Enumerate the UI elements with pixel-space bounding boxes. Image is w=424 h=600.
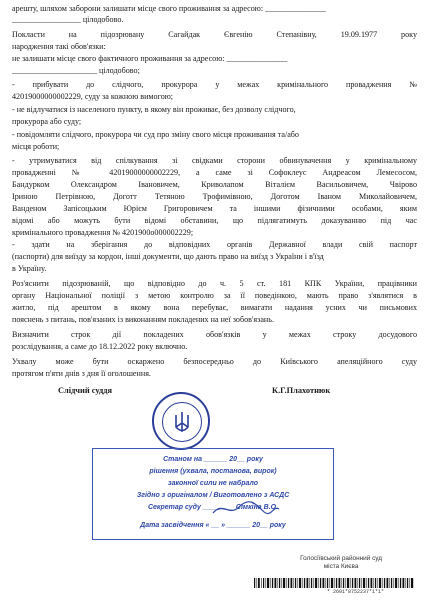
text-line: не залишати місце свого фактичного проживання за адресою: _______________ <box>12 54 288 63</box>
text-line: відомі або можуть бути відомі обставини, що підлягатимуть доказуванню під час <box>12 216 417 225</box>
court-city: міста Києва <box>323 563 359 570</box>
text-line: кримінального провадження № 4201900о000002229; <box>12 228 194 237</box>
text-line: провадженні № 42019000000002229, а саме зі Софоклеус Андреасом Лемесосом, <box>12 168 417 177</box>
text-line: прокурора або суду; <box>12 117 82 126</box>
text-line: 42019000000002229, суду за кожною вимогою; <box>12 92 174 101</box>
signature-role: Слідчий суддя <box>58 386 113 395</box>
seal-line-force: законної сили не набрало <box>168 480 258 487</box>
handwritten-signature <box>211 499 281 519</box>
court-stamp <box>152 392 210 450</box>
text-line: Ванденом Запісоцьким Юрієм Григоровичем та іншими фізичними особами, яким <box>12 204 417 213</box>
text-line: (паспорти) для виїзду за кордон, інші документи, що дають право на виїзд з України і в'їзд <box>12 252 324 261</box>
text-line: _____________________ цілодобово; <box>12 66 140 75</box>
court-footer <box>300 555 382 571</box>
text-line: пояснень з питань, пов'язаних із виконанням покладених на неї зобов'язань. <box>12 315 274 324</box>
barcode-icon <box>254 578 414 588</box>
text-line: _________________ цілодобово. <box>12 15 124 24</box>
text-line: - прибувати до слідчого, прокурора у межах кримінального провадження № <box>12 80 417 89</box>
text-line: протягом п'яти днів з дня її оголошення. <box>12 369 151 378</box>
text-line: - повідомляти слідчого, прокурора чи суд про зміну свого місця проживання та/або <box>12 130 299 139</box>
text-line: Покласти на підозрювану Сагайдак Євгенію Степанівну, 19.09.1977 року <box>12 30 417 39</box>
text-line: житло, під арештом в якому вона перебуває, вимагати надання усних чи письмових <box>12 303 417 312</box>
barcode-number: * 2601*8752237*1*1* <box>326 589 384 595</box>
text-line: - здати на зберігання до відповідних органів Державної влади свій паспорт <box>12 240 417 249</box>
text-line: органу Національної поліції з метою контролю за її поведінкою, мають право з'являтися в <box>12 291 417 300</box>
text-line: Ухвалу може бути оскаржено безпосередньо до Київського апеляційного суду <box>12 357 417 366</box>
text-line: розслідування, а саме до 18.12.2022 року включно. <box>12 342 188 351</box>
text-line: народження такі обов'язки: <box>12 42 106 51</box>
certification-seal <box>92 448 334 540</box>
text-line: Визначити строк дії покладених обов'язків у межах строку досудового <box>12 330 417 339</box>
seal-line-secretary: Секретар суду ________ Сімкіна В.О. <box>147 504 279 511</box>
trident-icon <box>163 403 201 441</box>
text-line: - не відлучатися із населеного пункту, в якому він проживає, без дозволу слідчого, <box>12 105 296 114</box>
text-line: Бандурком Олександром Івановичем, Криволапом Віталієм Васильовичем, Чвірово <box>12 180 417 189</box>
court-name: Голосіївський районний суд <box>300 555 382 562</box>
seal-line-date: Дата засвідчення « __ » ______ 20__ року <box>140 522 286 529</box>
text-line: арешту, шляхом заборони залишати місце свого проживання за адресою: _______________ <box>12 4 326 13</box>
seal-line-status: Станом на ______ 20__ року <box>163 456 263 463</box>
seal-line-original: Згідно з оригіналом / Виготовлено з АСДС <box>136 492 290 499</box>
text-line: Іриною Петрівною, Доготт Тетяною Трофимівною, Доготом Іваном Миколайовичем, <box>12 192 417 201</box>
signature-name: К.Г.Плахотнюк <box>272 386 331 395</box>
text-line: місця роботи; <box>12 142 60 151</box>
stamp-emblem <box>162 402 202 442</box>
text-line: в Україну. <box>12 264 47 273</box>
seal-line-decision: рішення (ухвала, постанова, вирок) <box>149 468 277 475</box>
text-line: Роз'яснити підозрюваній, що відповідно до ч. 5 ст. 181 КПК України, працівники <box>12 279 417 288</box>
text-line: - утримуватися від спілкування зі свідками сторони обвинувачення у кримінальному <box>12 156 417 165</box>
